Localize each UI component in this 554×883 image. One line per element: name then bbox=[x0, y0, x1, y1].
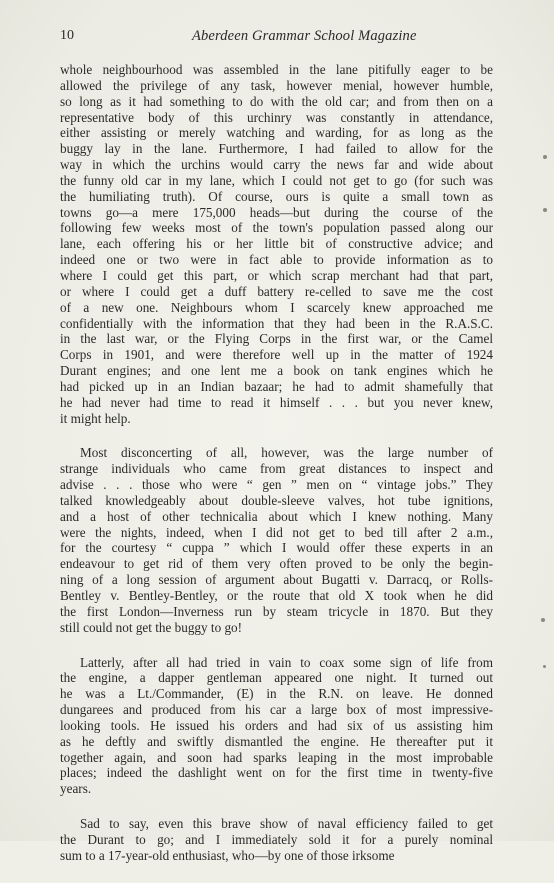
paragraph bbox=[60, 445, 493, 635]
text-line: strange individuals who came from great distances to inspect and bbox=[60, 461, 493, 477]
page-speck bbox=[543, 665, 546, 668]
text-line: lane, each offering his or her little bit of constructive advice; and bbox=[60, 236, 493, 252]
paragraph bbox=[60, 816, 493, 864]
text-line: endeavour to get rid of them very often proved to be only the begin- bbox=[60, 556, 493, 572]
running-title: Aberdeen Grammar School Magazine bbox=[192, 28, 417, 44]
text-line: dungarees and produced from his car a large box of most impressive- bbox=[60, 702, 493, 718]
text-line: as he deftly and swiftly dismantled the engine. He thereafter put it bbox=[60, 733, 493, 749]
text-line: he was a Lt./Commander, (E) in the R.N. on leave. He donned bbox=[60, 686, 493, 702]
text-line: confidentially with the information that they had been in the R.A.S.C. bbox=[60, 315, 493, 331]
text-line: Sad to say, even this brave show of naval efficiency failed to get bbox=[80, 816, 493, 832]
text-line: following few weeks most of the town's population passed along our bbox=[60, 220, 493, 236]
text-line: the first London—Inverness run by steam tricycle in 1870. But they bbox=[60, 603, 493, 619]
text-line: for the courtesy “ cuppa ” which I would offer these experts in an bbox=[60, 540, 493, 556]
text-line: Bentley v. Bentley-Bentley, or the route that old X took when he did bbox=[60, 588, 493, 603]
text-line: indeed one or two were in fact able to provide information as to bbox=[60, 252, 493, 268]
text-line: had picked up in an Indian bazaar; he had to admit shamefully that bbox=[60, 378, 493, 394]
text-line: in the last war, or the Flying Corps in the first war, or the Camel bbox=[60, 331, 493, 347]
text-line: he had never had time to read it himself . . . but you never knew, bbox=[60, 394, 493, 410]
text-line: of a new one. Neighbours whom I scarcely knew approached me bbox=[60, 299, 493, 315]
text-line: so long as it had something to do with the old car; and from then on a bbox=[60, 93, 493, 109]
article-body bbox=[60, 62, 493, 883]
text-line: Most disconcerting of all, however, was the large number of bbox=[80, 445, 493, 461]
page-speck bbox=[543, 208, 547, 212]
text-line: the engine, a dapper gentleman appeared one night. It turned out bbox=[60, 670, 493, 686]
text-line: years. bbox=[60, 781, 92, 797]
text-line: way in which the urchins would carry the news far and wide about bbox=[60, 157, 493, 173]
text-line: towns go—a mere 175,000 heads—but during the course of the bbox=[60, 204, 493, 220]
text-line: the humiliating truth). Of course, ours is quite a small town as bbox=[60, 188, 493, 204]
text-line: Durant engines; and one lent me a book on tank engines which he bbox=[60, 363, 493, 379]
text-line: either assisting or merely watching and warding, for as long as the bbox=[60, 125, 493, 141]
page-header bbox=[60, 28, 494, 46]
page-speck bbox=[543, 155, 547, 159]
page-speck bbox=[541, 618, 545, 622]
text-line: allowed the privilege of any task, however menial, however humble, bbox=[60, 77, 493, 93]
paragraph bbox=[60, 655, 493, 798]
page-number: 10 bbox=[60, 28, 74, 43]
text-line: the funny old car in my lane, which I could not get to go (for such was bbox=[60, 172, 493, 188]
text-line: whole neighbourhood was assembled in the lane pitifully eager to be bbox=[60, 62, 493, 77]
text-line: still could not get the buggy to go! bbox=[60, 619, 243, 635]
text-line: it might help. bbox=[60, 410, 131, 426]
text-line: ning of a long session of argument about Bugatti v. Darracq, or Rolls- bbox=[60, 572, 493, 588]
text-line: were the nights, indeed, when I did not get to bed till after 2 a.m., bbox=[60, 524, 493, 540]
text-line: buggy lay in the lane. Furthermore, I had failed to allow for the bbox=[60, 141, 493, 157]
text-line: looking tools. He issued his orders and had six of us assisting him bbox=[60, 717, 493, 733]
text-line: places; indeed the dashlight went on for the first time in twenty-five bbox=[60, 765, 493, 781]
text-line: Latterly, after all had tried in vain to coax some sign of life from bbox=[80, 654, 493, 670]
text-line: talked knowledgeably about double-sleeve valves, hot tube ignitions, bbox=[60, 492, 493, 508]
text-line: and a host of other technicalia about which I knew nothing. Many bbox=[60, 508, 493, 524]
text-line: the Durant to go; and I immediately sold it for a purely nominal bbox=[60, 831, 493, 847]
text-line: or where I could get a duff battery re-celled to save me the cost bbox=[60, 283, 493, 299]
text-line: representative body of this urchinry was constantly in attendance, bbox=[60, 109, 493, 125]
text-line: together again, and soon had sparks leaping in the most improbable bbox=[60, 749, 493, 765]
paragraph bbox=[60, 62, 493, 426]
text-line: advise . . . those who were “ gen ” men on “ vintage jobs.” They bbox=[60, 477, 493, 493]
text-line: sum to a 17-year-old enthusiast, who—by one of those irksome bbox=[60, 847, 395, 863]
text-line: Corps in 1901, and were therefore well up in the matter of 1924 bbox=[60, 347, 493, 363]
text-line: where I could get this part, or which scrap merchant had that part, bbox=[60, 267, 493, 283]
